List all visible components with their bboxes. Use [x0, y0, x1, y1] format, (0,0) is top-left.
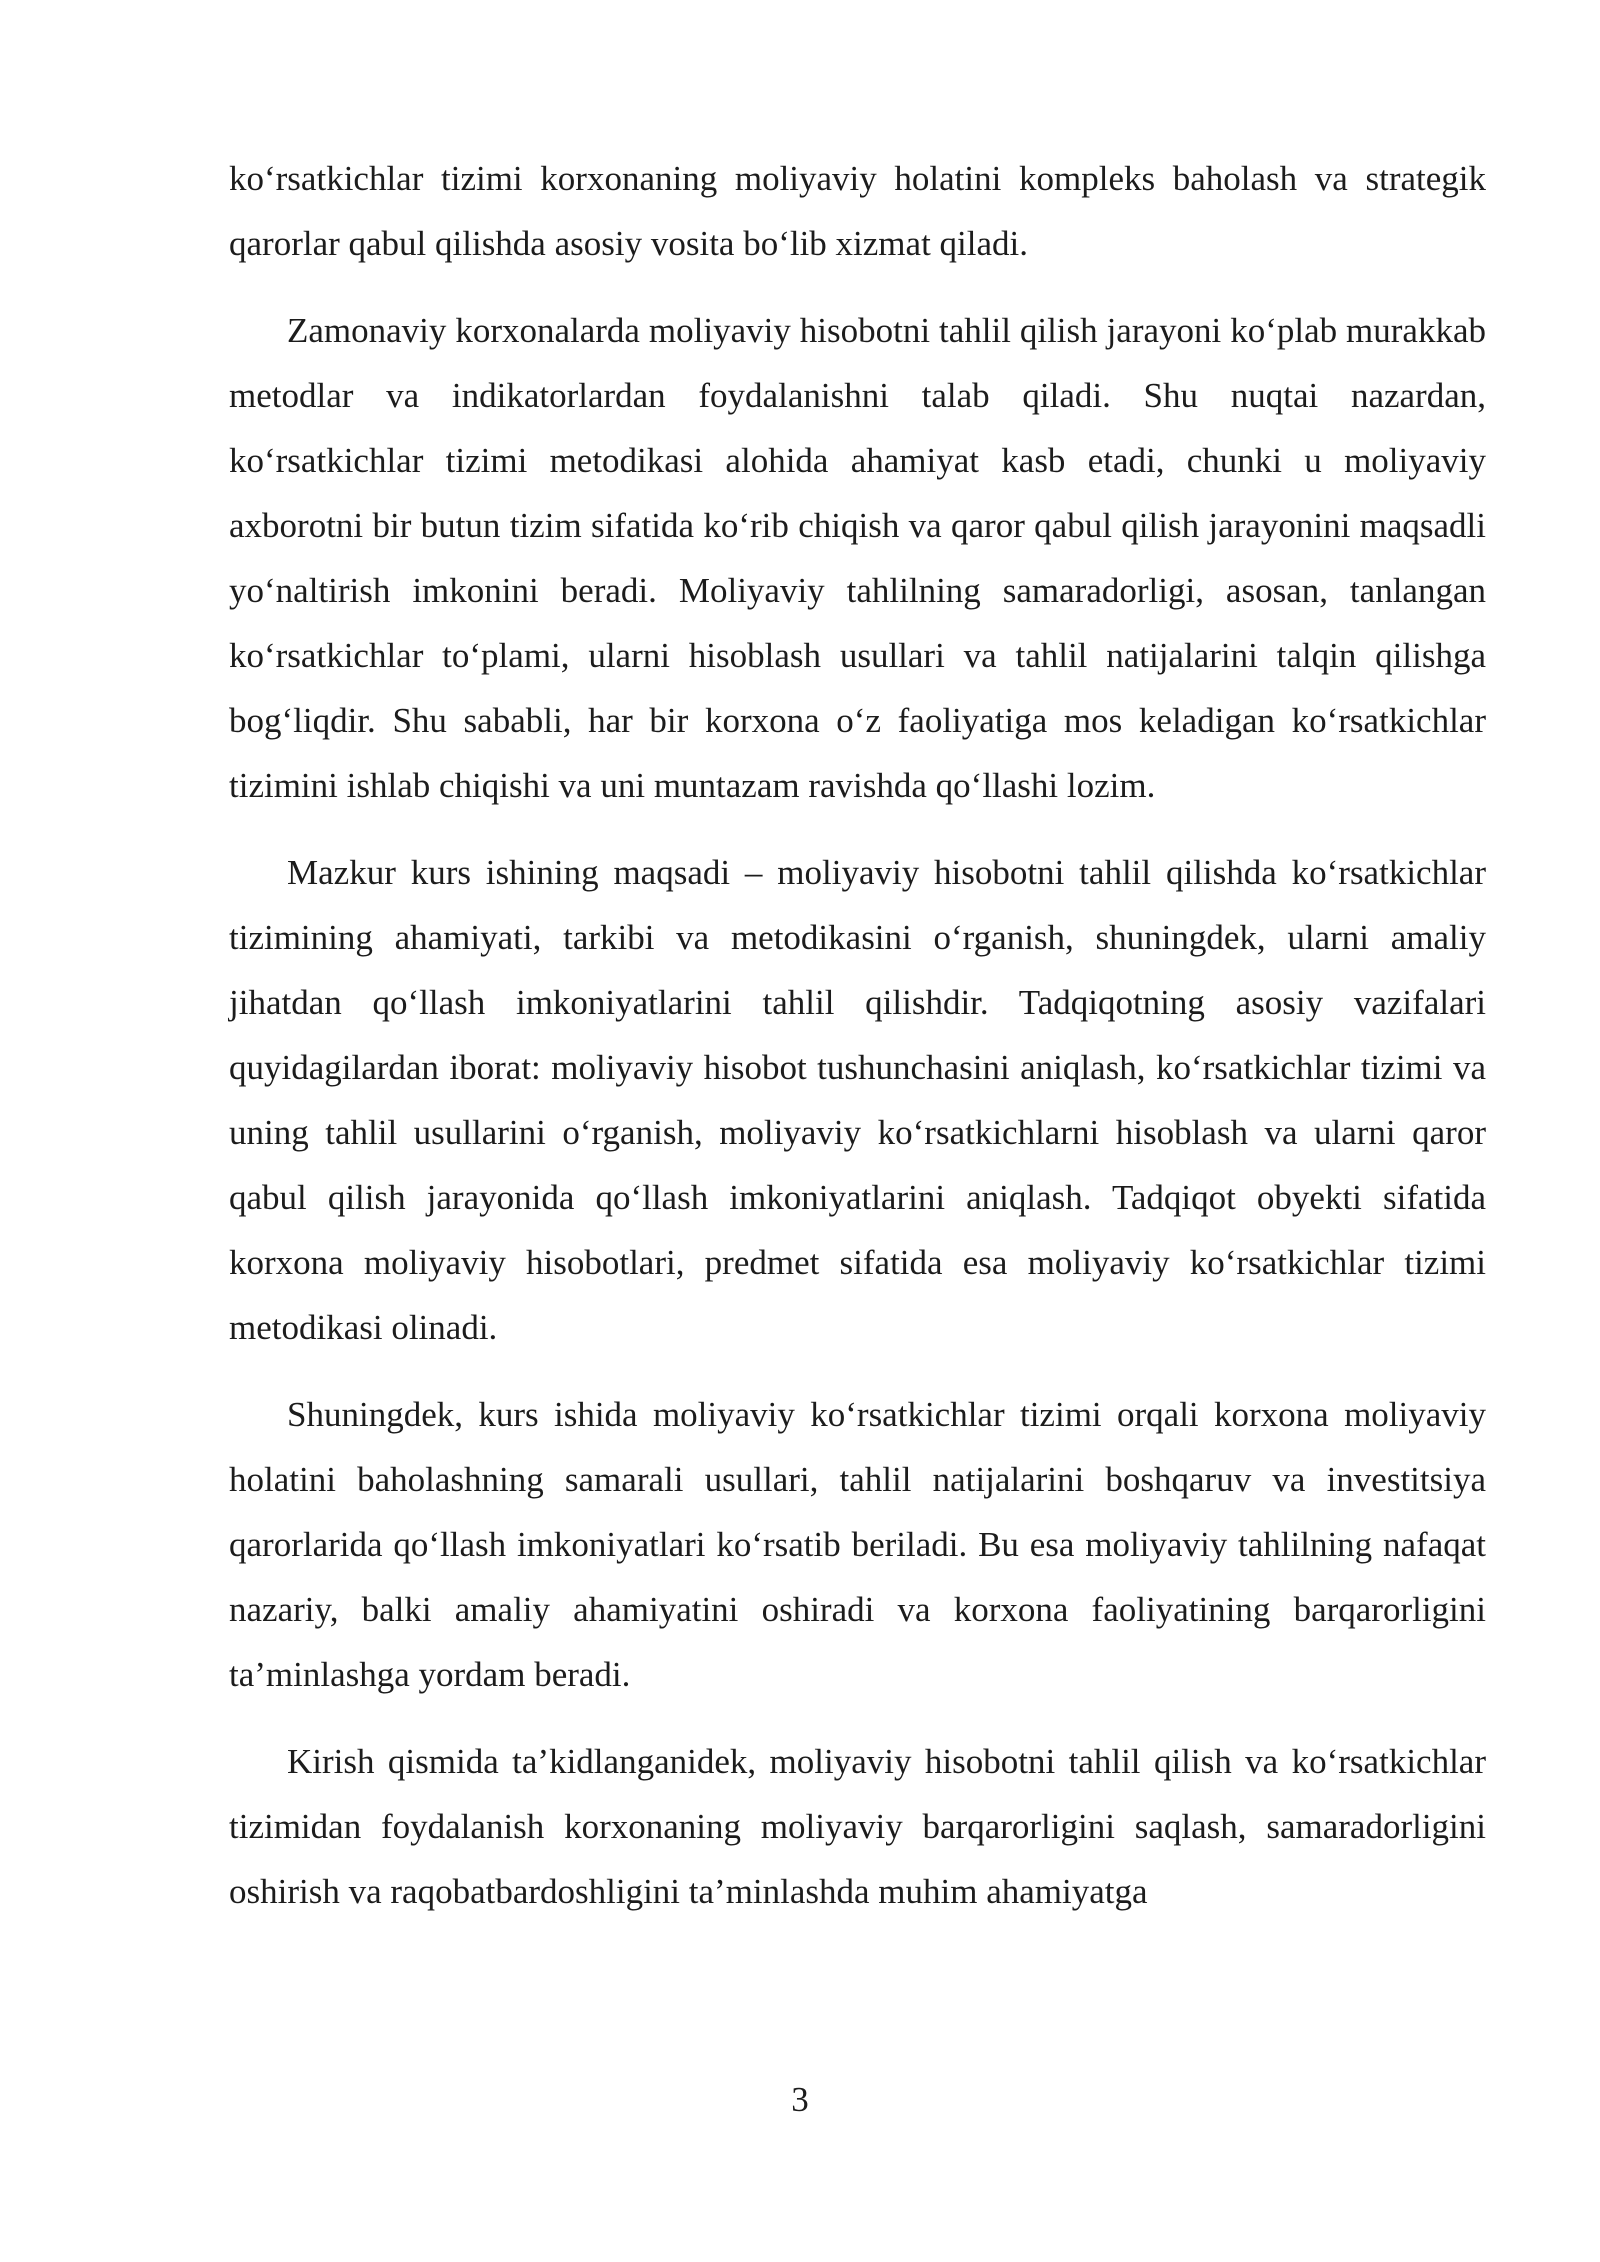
body-text — [229, 146, 1486, 1946]
paragraph: Mazkur kurs ishining maqsadi – moliyaviy hisobotni tahlil qilishda ko‘rsatkichlar tizimining ahamiyati, tarkibi va metodikasini o‘rganish, shuningdek, ularni amaliy jihatdan qo‘llash imkoniyatlarini tahlil qilishdir. Tadqiqotning asosiy vazifalari quyidagilardan iborat: moliyaviy hisobot tushunchasini aniqlash, ko‘rsatkichlar tizimi va uning tahlil usullarini o‘rganish, moliyaviy ko‘rsatkichlarni hisoblash va ularni qaror qabul qilish jarayonida qo‘llash imkoniyatlarini aniqlash. Tadqiqot obyekti sifatida korxona moliyaviy hisobotlari, predmet sifatida esa moliyaviy ko‘rsatkichlar tizimi metodikasi olinadi. — [229, 853, 1486, 1347]
paragraph-continued: ko‘rsatkichlar tizimi korxonaning moliyaviy holatini kompleks baholash va strategik qarorlar qabul qilishda asosiy vosita bo‘lib xizmat qiladi. — [229, 159, 1486, 263]
paragraph: Zamonaviy korxonalarda moliyaviy hisobotni tahlil qilish jarayoni ko‘plab murakkab metodlar va indikatorlardan foydalanishni talab qiladi. Shu nuqtai nazardan, ko‘rsatkichlar tizimi metodikasi alohida ahamiyat kasb etadi, chunki u moliyaviy axborotni bir butun tizim sifatida ko‘rib chiqish va qaror qabul qilish jarayonini maqsadli yo‘naltirish imkonini beradi. Moliyaviy tahlilning samaradorligi, asosan, tanlangan ko‘rsatkichlar to‘plami, ularni hisoblash usullari va tahlil natijalarini talqin qilishga bog‘liqdir. Shu sababli, har bir korxona o‘z faoliyatiga mos keladigan ko‘rsatkichlar tizimini ishlab chiqishi va uni muntazam ravishda qo‘llashi lozim. — [229, 311, 1486, 805]
paragraph: Kirish qismida ta’kidlanganidek, moliyaviy hisobotni tahlil qilish va ko‘rsatkichlar tizimidan foydalanish korxonaning moliyaviy barqarorligini saqlash, samaradorligini oshirish va raqobatbardoshligini ta’minlashda muhim ahamiyatga — [229, 1742, 1486, 1911]
paragraph: Shuningdek, kurs ishida moliyaviy ko‘rsatkichlar tizimi orqali korxona moliyaviy holatini baholashning samarali usullari, tahlil natijalarini boshqaruv va investitsiya qarorlarida qo‘llash imkoniyatlari ko‘rsatib beriladi. Bu esa moliyaviy tahlilning nafaqat nazariy, balki amaliy ahamiyatini oshiradi va korxona faoliyatining barqarorligini ta’minlashga yordam beradi. — [229, 1395, 1486, 1694]
page-number: 3 — [791, 2080, 809, 2119]
